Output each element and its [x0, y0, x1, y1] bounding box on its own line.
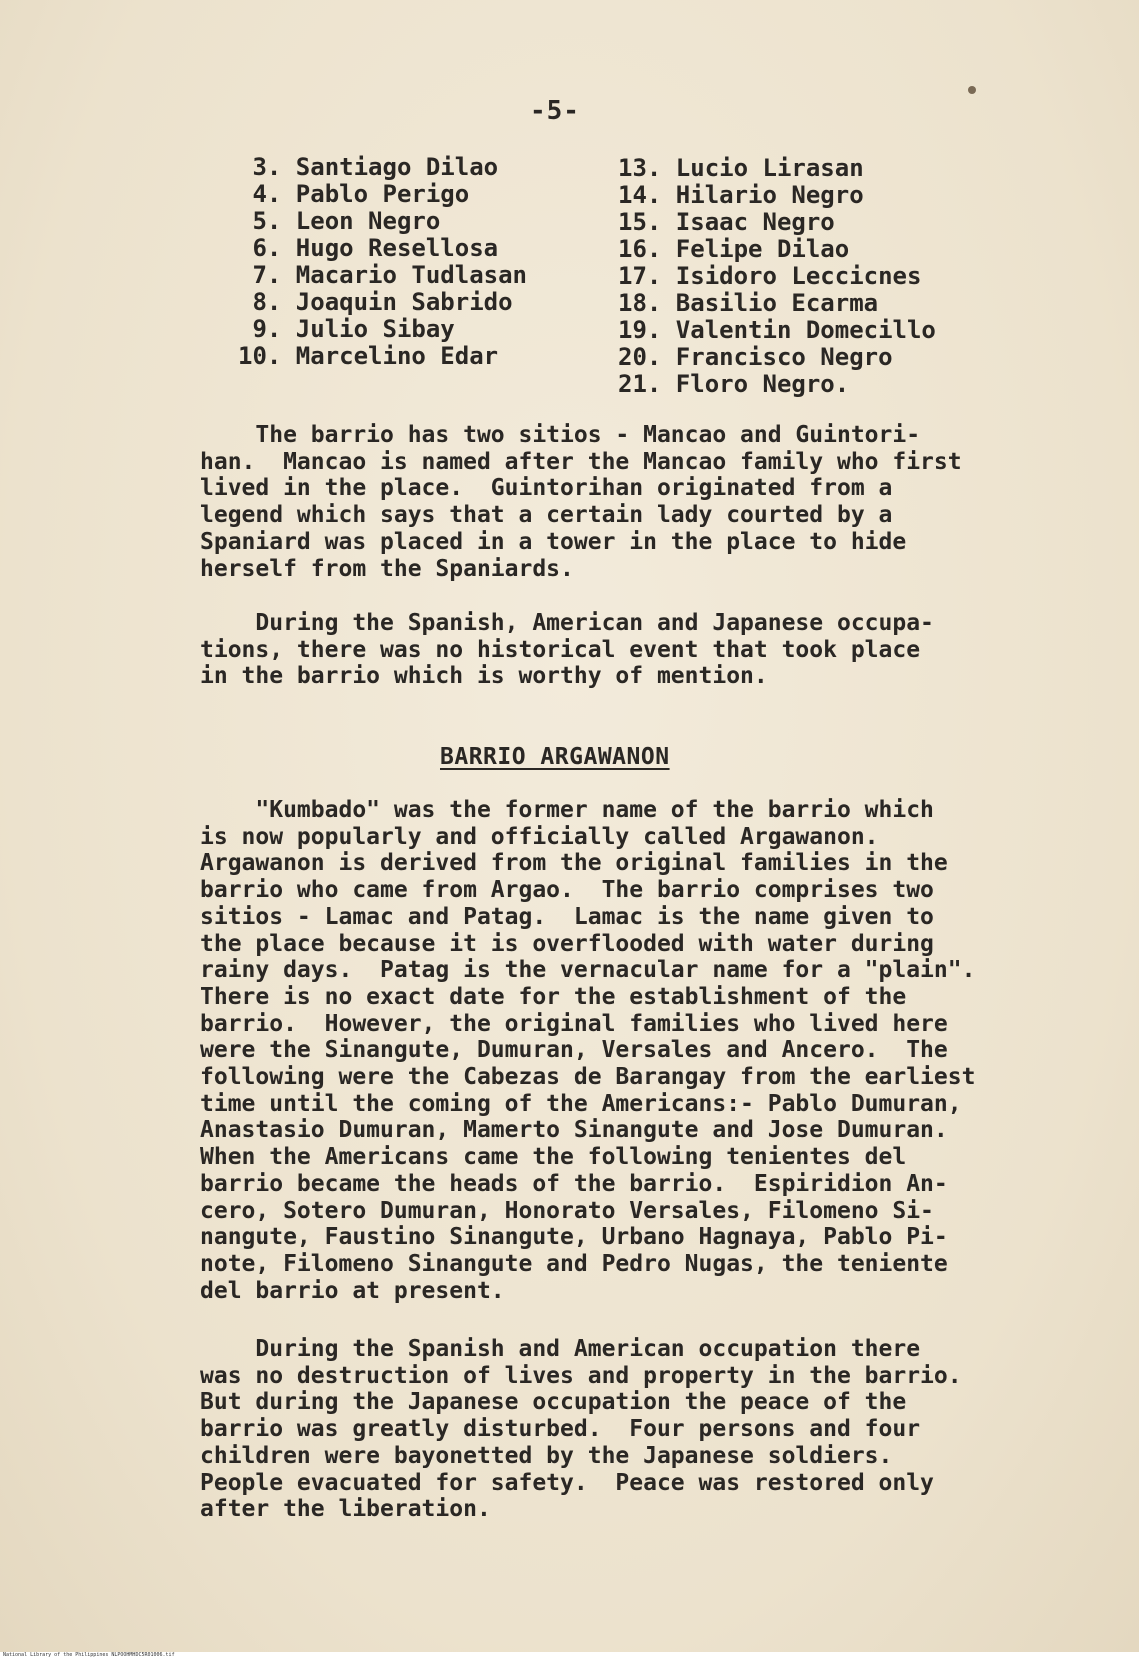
- list-item: 5. Leon Negro: [238, 207, 441, 235]
- list-item: 9. Julio Sibay: [238, 315, 455, 343]
- paragraph-sitios: The barrio has two sitios - Mancao and Guintori- han. Mancao is named after the Mancao family who first lived in the place. Guintorihan originated from a legend which says that a certain lady courted by a Spaniard was placed in a tower in the place to hide herself from the Spaniards.: [200, 422, 962, 582]
- list-item: 14. Hilario Negro: [618, 181, 864, 209]
- paragraph-occupations: During the Spanish, American and Japanese occupa- tions, there was no historical event that took place in the barrio which is worthy of mention.: [200, 610, 934, 690]
- list-item: 7. Macario Tudlasan: [238, 261, 527, 289]
- list-item: 3. Santiago Dilao: [238, 153, 499, 181]
- list-item: 20. Francisco Negro: [618, 343, 893, 371]
- names-list-right: [618, 155, 936, 398]
- list-item: 15. Isaac Negro: [618, 208, 835, 236]
- names-list-left: [238, 154, 527, 370]
- scan-footer: [0, 1652, 1139, 1658]
- page-number: -5-: [530, 96, 580, 126]
- list-item: 6. Hugo Resellosa: [238, 234, 499, 262]
- paragraph-argawanon: "Kumbado" was the former name of the barrio which is now popularly and officially called Argawanon. Argawanon is derived from the original families in the barrio who came from Argao. The barrio comprises two sitios - Lamac and Patag. Lamac is the name given to the place because it is overflooded with water during rainy days. Patag is the vernacular name for a "plain". There is no exact date for the establishment of the barrio. However, the original families who lived here were the Sinangute, Dumuran, Versales and Ancero. The following were the Cabezas de Barangay from the earliest time until the coming of the Americans:- Pablo Dumuran, Anastasio Dumuran, Mamerto Sinangute and Jose Dumuran. When the Americans came the following tenientes del barrio became the heads of the barrio. Espiridion An- cero, Sotero Dumuran, Honorato Versales, Filomeno Si- nangute, Faustino Sinangute, Urbano Hagnaya, Pablo Pi- note, Filomeno Sinangute and Pedro Nugas, the teniente del barrio at present.: [200, 797, 976, 1304]
- footer-file: NLPOOHMHDC5R01006.tif: [111, 1652, 175, 1658]
- list-item: 19. Valentin Domecillo: [618, 316, 936, 344]
- ink-blot: [968, 86, 976, 94]
- paragraph-destruction: During the Spanish and American occupation there was no destruction of lives and property in the barrio. But during the Japanese occupation the peace of the barrio was greatly disturbed. Four persons and four children were bayonetted by the Japanese soldiers. People evacuated for safety. Peace was restored only after the liberation.: [200, 1336, 962, 1523]
- list-item: 10. Marcelino Edar: [238, 342, 499, 370]
- list-item: 13. Lucio Lirasan: [618, 154, 864, 182]
- list-item: 21. Floro Negro.: [618, 370, 850, 398]
- section-heading-argawanon: BARRIO ARGAWANON: [440, 744, 670, 770]
- list-item: 4. Pablo Perigo: [238, 180, 470, 208]
- list-item: 16. Felipe Dilao: [618, 235, 850, 263]
- list-item: 18. Basilio Ecarma: [618, 289, 879, 317]
- list-item: 8. Joaquin Sabrido: [238, 288, 513, 316]
- footer-library: National Library of the Philippines: [3, 1652, 109, 1658]
- list-item: 17. Isidoro Leccicnes: [618, 262, 922, 290]
